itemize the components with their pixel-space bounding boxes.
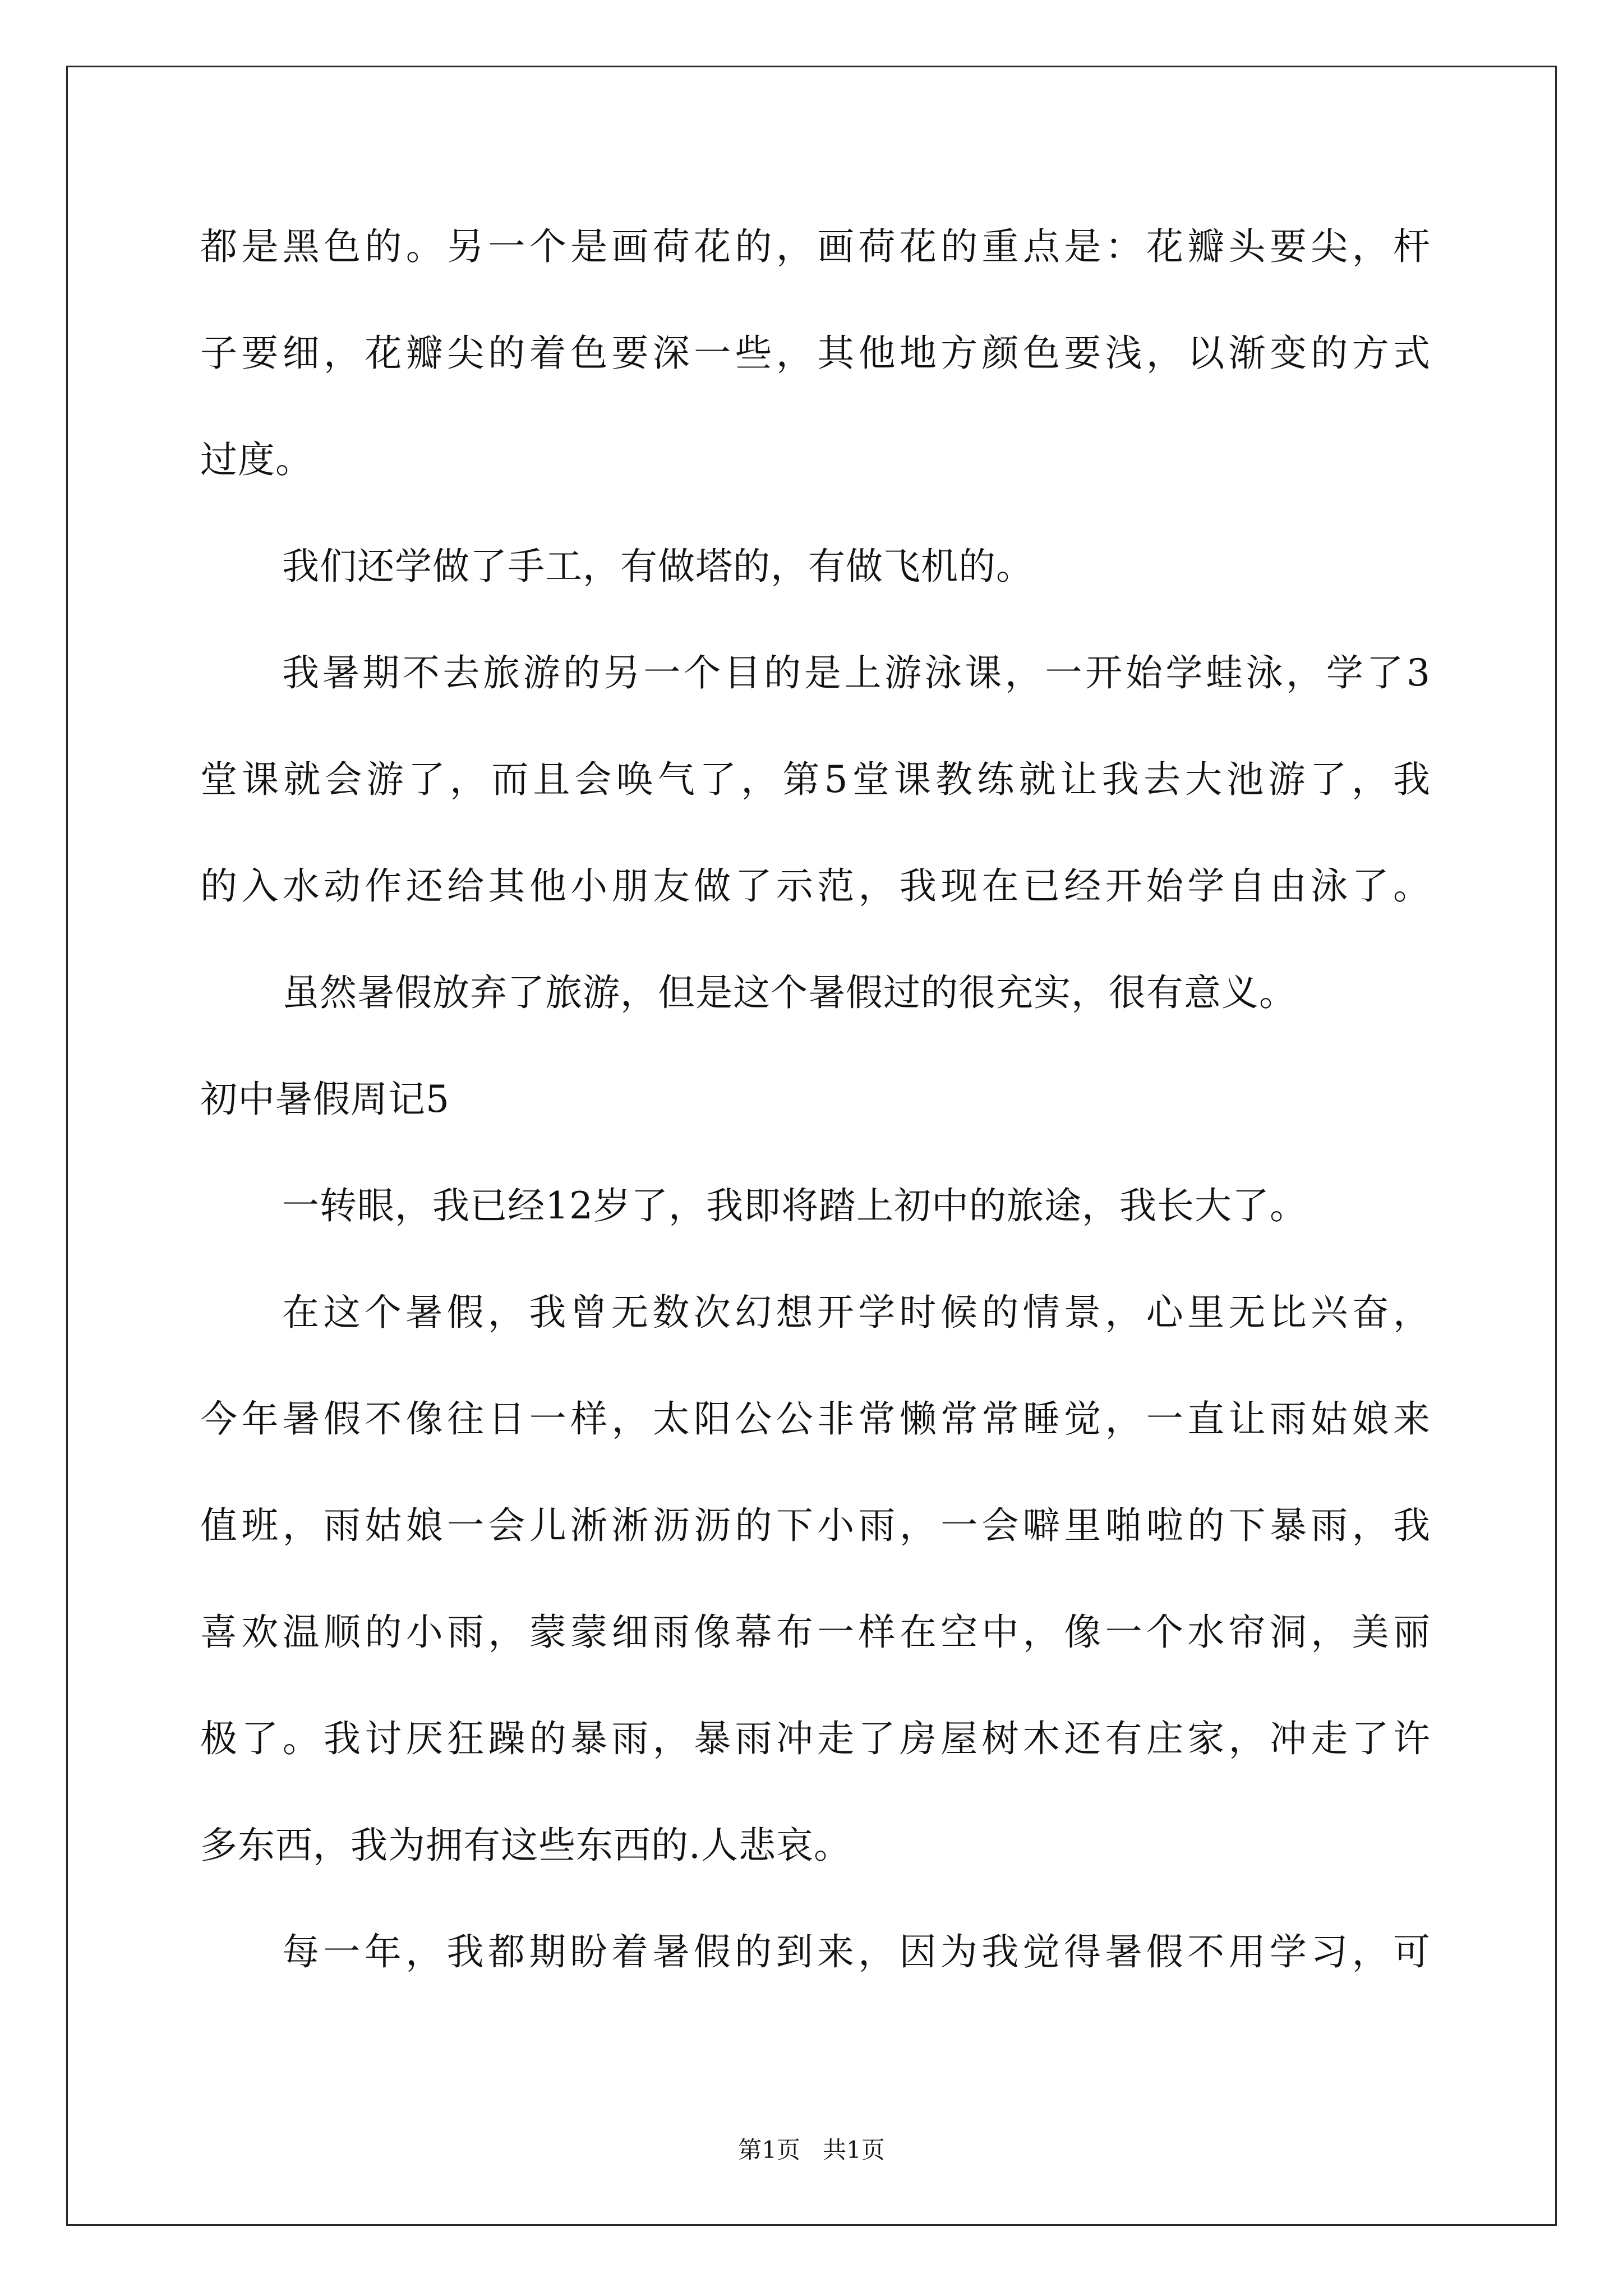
body-line-16: 多东西，我为拥有这些东西的.人悲哀。	[200, 1824, 851, 1867]
body-line-7: 的入水动作还给其他小朋友做了示范，我现在已经开始学自由泳了。	[200, 864, 1430, 908]
body-line-17: 每一年，我都期盼着暑假的到来，因为我觉得暑假不用学习，可	[282, 1930, 1430, 1973]
page-border	[66, 66, 1557, 2226]
body-line-12: 今年暑假不像往日一样，太阳公公非常懒常常睡觉，一直让雨姑娘来	[200, 1397, 1430, 1441]
body-line-2: 子要细，花瓣尖的着色要深一些，其他地方颜色要浅，以渐变的方式	[200, 332, 1430, 375]
body-line-6: 堂课就会游了，而且会唤气了，第5堂课教练就让我去大池游了，我	[200, 758, 1430, 801]
section-heading: 初中暑假周记5	[200, 1078, 450, 1121]
body-line-10: 一转眼，我已经12岁了，我即将踏上初中的旅途，我长大了。	[282, 1184, 1307, 1227]
page-footer: 第1页 共1页	[738, 2136, 885, 2164]
body-line-5: 我暑期不去旅游的另一个目的是上游泳课，一开始学蛙泳，学了3	[282, 651, 1430, 694]
body-line-8: 虽然暑假放弃了旅游，但是这个暑假过的很充实，很有意义。	[282, 971, 1297, 1014]
body-line-11: 在这个暑假，我曾无数次幻想开学时候的情景，心里无比兴奋，	[282, 1291, 1430, 1334]
body-line-1: 都是黑色的。另一个是画荷花的，画荷花的重点是：花瓣头要尖，杆	[200, 225, 1430, 268]
body-line-13: 值班，雨姑娘一会儿淅淅沥沥的下小雨，一会噼里啪啦的下暴雨，我	[200, 1504, 1430, 1547]
body-line-14: 喜欢温顺的小雨，蒙蒙细雨像幕布一样在空中，像一个水帘洞，美丽	[200, 1611, 1430, 1654]
body-line-4: 我们还学做了手工，有做塔的，有做飞机的。	[282, 545, 1034, 588]
body-line-15: 极了。我讨厌狂躁的暴雨，暴雨冲走了房屋树木还有庄家，冲走了许	[200, 1717, 1430, 1760]
body-line-3: 过度。	[200, 438, 313, 481]
